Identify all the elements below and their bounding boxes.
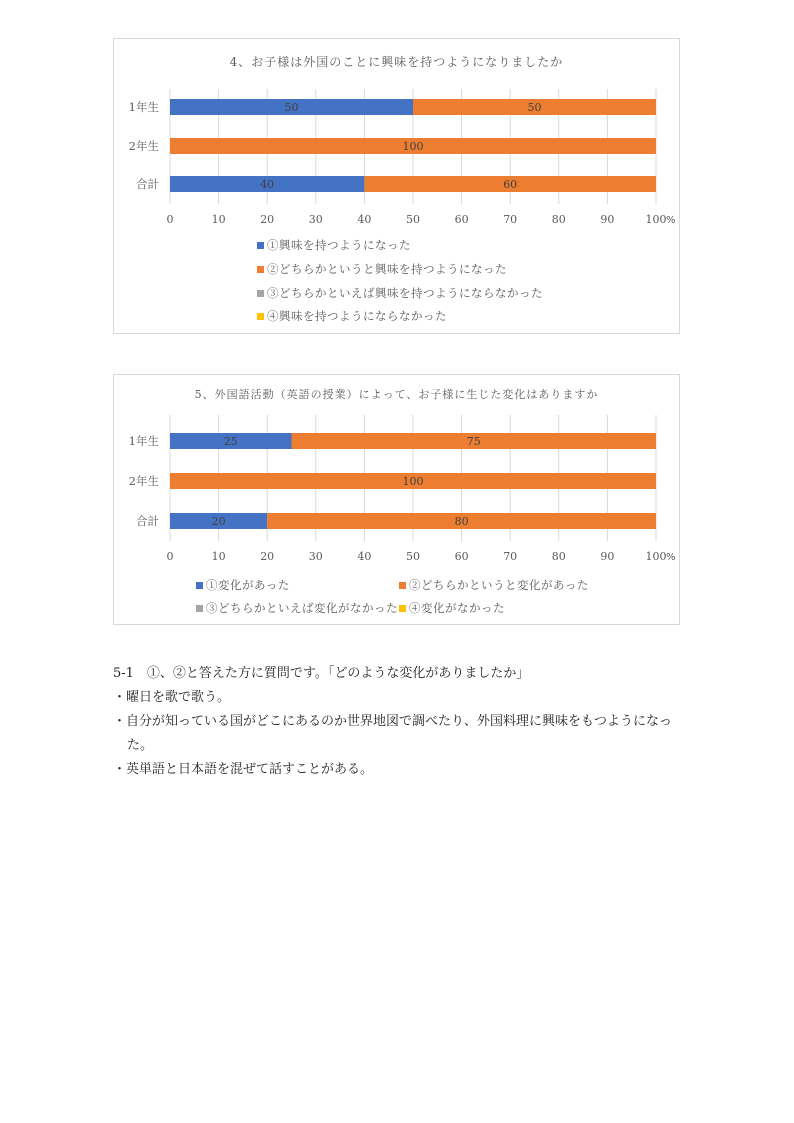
legend-swatch [257, 313, 264, 320]
legend-swatch [399, 605, 406, 612]
x-tick-label: 20 [260, 550, 275, 563]
x-tick-label: 50 [406, 550, 420, 563]
legend-swatch [257, 290, 264, 297]
legend-label: ①興味を持つようになった [267, 238, 411, 252]
data-label: 100 [402, 475, 424, 488]
legend-entry [257, 285, 543, 301]
data-label: 75 [466, 435, 481, 448]
data-label: 40 [260, 178, 275, 191]
x-tick-label: 20 [260, 213, 275, 226]
x-tick-label: 60 [454, 550, 469, 563]
legend-entry [257, 261, 507, 277]
question-heading: 5-1 ①、②と答えた方に質問です。「どのような変化がありましたか」 [113, 666, 530, 681]
data-label: 100 [402, 140, 424, 153]
x-tick-label: 0 [166, 550, 174, 563]
x-tick-label: 50 [406, 213, 420, 226]
chart-interest-foreign [113, 38, 680, 334]
x-tick-label: 90 [600, 550, 615, 563]
answer-item: ・英単語と日本語を混ぜて話すことがある。 [113, 762, 374, 777]
legend-label: ②どちらかというと興味を持つようになった [267, 262, 507, 276]
chart-change-english [113, 374, 680, 625]
legend-label: ①変化があった [206, 578, 290, 592]
legend-entry [196, 600, 398, 616]
data-label: 80 [454, 515, 469, 528]
category-label: 2年生 [128, 474, 159, 488]
legend-swatch [257, 266, 264, 273]
x-tick-label: 70 [503, 550, 518, 563]
x-tick-label: 100 [645, 213, 667, 226]
legend-entry [399, 600, 505, 616]
x-tick-label: 100 [645, 550, 667, 563]
x-unit-label: % [666, 552, 676, 563]
free-answer-section [113, 662, 693, 782]
data-label: 60 [503, 178, 518, 191]
x-tick-label: 90 [600, 213, 615, 226]
answer-item: ・自分が知っている国がどこにあるのか世界地図で調べたり、外国料理に興味をもつようになった。 [113, 714, 673, 753]
chart-title: 4、お子様は外国のことに興味を持つようになりましたか [229, 55, 564, 69]
legend-entry [196, 577, 290, 593]
x-tick-label: 70 [503, 213, 518, 226]
data-label: 50 [284, 101, 299, 114]
x-tick-label: 0 [166, 213, 174, 226]
category-label: 合計 [136, 177, 159, 191]
legend-label: ②どちらかというと変化があった [409, 578, 589, 592]
x-tick-label: 40 [357, 213, 372, 226]
x-tick-label: 10 [211, 213, 226, 226]
answer-item: ・曜日を歌で歌う。 [113, 690, 231, 705]
x-tick-label: 60 [454, 213, 469, 226]
x-unit-label: % [666, 215, 676, 226]
legend-label: ④興味を持つようにならなかった [267, 309, 447, 323]
legend-swatch [257, 242, 264, 249]
category-label: 1年生 [128, 434, 159, 448]
legend-entry [257, 308, 447, 324]
category-label: 合計 [136, 514, 159, 528]
legend-entry [257, 237, 411, 253]
legend-label: ④変化がなかった [409, 601, 505, 615]
legend-swatch [196, 605, 203, 612]
x-tick-label: 30 [308, 213, 323, 226]
chart-title: 5、外国語活動（英語の授業）によって、お子様に生じた変化はありますか [194, 388, 599, 401]
legend-label: ③どちらかといえば興味を持つようにならなかった [267, 286, 543, 300]
category-label: 1年生 [128, 100, 159, 114]
x-tick-label: 30 [308, 550, 323, 563]
data-label: 50 [527, 101, 542, 114]
legend-swatch [399, 582, 406, 589]
legend-label: ③どちらかといえば変化がなかった [206, 601, 398, 615]
legend-swatch [196, 582, 203, 589]
legend-entry [399, 577, 589, 593]
x-tick-label: 10 [211, 550, 226, 563]
x-tick-label: 40 [357, 550, 372, 563]
x-tick-label: 80 [551, 550, 566, 563]
data-label: 20 [211, 515, 226, 528]
data-label: 25 [223, 435, 238, 448]
category-label: 2年生 [128, 139, 159, 153]
x-tick-label: 80 [551, 213, 566, 226]
